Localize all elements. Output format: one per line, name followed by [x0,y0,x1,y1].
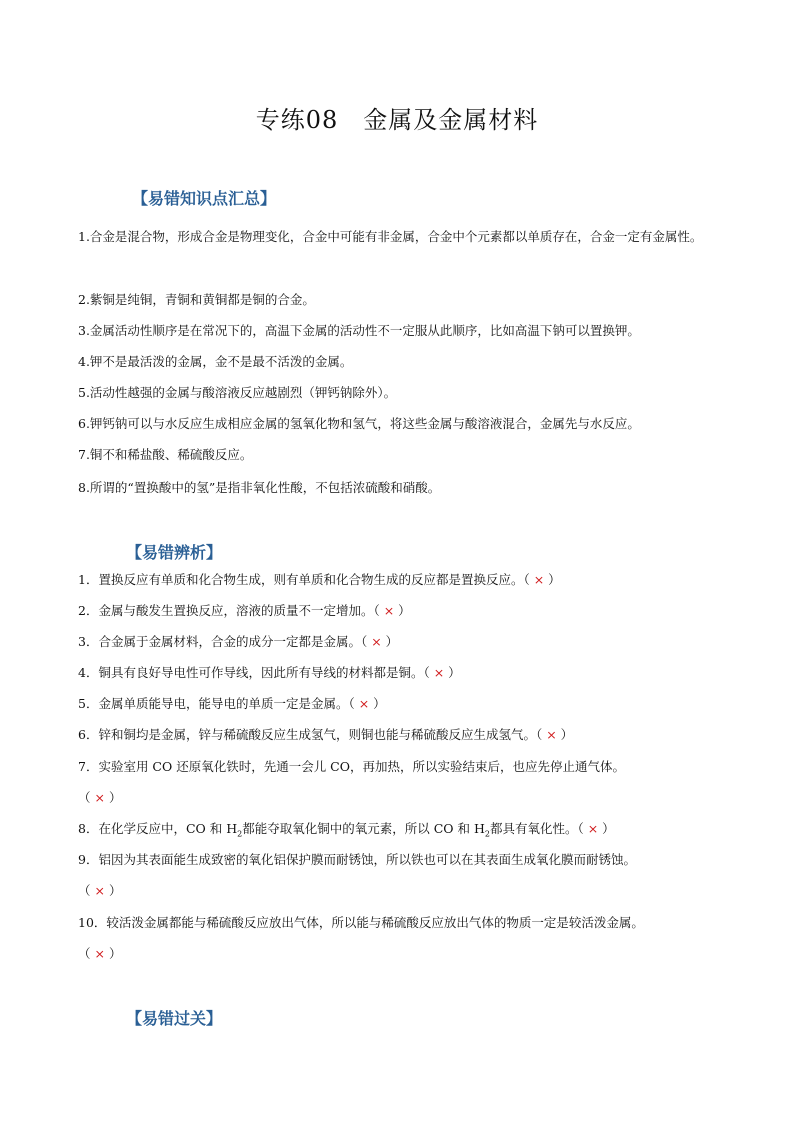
analysis-item-9: 9．铝因为其表面能生成致密的氧化铝保护膜而耐锈蚀，所以铁也可以在其表面生成氧化膜而耐锈蚀。 [78,852,636,867]
analysis-close: ） [602,821,615,836]
analysis-open: （ [78,883,91,898]
analysis-item-8 [78,819,615,839]
analysis-open: （ [78,946,91,961]
analysis-close: ） [108,946,122,961]
analysis-close: ） [448,665,461,680]
analysis-item-3 [78,632,398,650]
analysis-item-7: 7．实验室用 CO 还原氧化铁时，先通一会儿 CO，再加热，所以实验结束后，也应先停止通气体。 [78,759,625,774]
knowledge-item-7: 7.铜不和稀盐酸、稀硫酸反应。 [78,447,253,462]
subscript: 2 [484,829,490,839]
analysis-item-2 [78,601,411,619]
analysis-item-10-answer [78,944,121,962]
wrong-mark: × [379,603,399,618]
analysis-text: 1．置换反应有单质和化合物生成，则有单质和化合物生成的反应都是置换反应。（ [78,572,530,587]
analysis-item-10: 10．较活泼金属都能与稀硫酸反应放出气体，所以能与稀硫酸反应放出气体的物质一定是较活泼金属。 [78,915,644,930]
wrong-mark: × [367,634,386,649]
analysis-close: ） [385,634,399,649]
section-heading-analysis: 【易错辨析】 [126,543,223,562]
subscript: 2 [237,829,243,839]
analysis-item-9-answer [78,881,121,899]
wrong-mark: × [90,883,109,898]
analysis-text: 6．锌和铜均是金属，锌与稀硫酸反应生成氢气，则铜也能与稀硫酸反应生成氢气。（ [78,727,543,742]
wrong-mark: × [429,665,449,680]
analysis-text: 5．金属单质能导电，能导电的单质一定是金属。（ [78,696,355,711]
analysis-item-1 [78,570,561,588]
wrong-mark: × [90,946,109,961]
analysis-item-4 [78,663,461,681]
wrong-mark: × [90,790,109,805]
analysis-text: 都能夺取氧化铜中的氧元素，所以 CO 和 H [242,821,485,836]
analysis-item-6 [78,725,573,743]
analysis-close: ） [560,727,574,742]
analysis-item-7-answer [78,788,121,806]
knowledge-item-8: 8.所谓的“置换酸中的氢”是指非氧化性酸，不包括浓硫酸和硝酸。 [78,480,441,495]
analysis-text: 2．金属与酸发生置换反应，溶液的质量不一定增加。（ [78,603,380,618]
page-title: 专练08 金属及金属材料 [255,106,539,134]
analysis-item-5 [78,694,386,712]
knowledge-item-2: 2.紫铜是纯铜，青铜和黄铜都是铜的合金。 [78,292,315,307]
knowledge-item-1: 1.合金是混合物，形成合金是物理变化，合金中可能有非金属，合金中个元素都以单质存在，合金一定有金属性。 [78,229,703,244]
analysis-text: 3．合金属于金属材料，合金的成分一定都是金属。（ [78,634,368,649]
wrong-mark: × [542,727,561,742]
analysis-open: （ [78,790,91,805]
analysis-text: 4．铜具有良好导电性可作导线，因此所有导线的材料都是铜。（ [78,665,430,680]
knowledge-item-6: 6.钾钙钠可以与水反应生成相应金属的氢氧化物和氢气，将这些金属与酸溶液混合，金属先与水反应。 [78,416,640,431]
analysis-close: ） [108,790,122,805]
knowledge-item-5: 5.活动性越强的金属与酸溶液反应越剧烈（钾钙钠除外）。 [78,385,397,400]
analysis-close: ） [398,603,411,618]
analysis-text: 都具有氧化性。（ [489,821,584,836]
wrong-mark: × [583,821,603,836]
analysis-close: ） [548,572,561,587]
knowledge-item-4: 4.钾不是最活泼的金属，金不是最不活泼的金属。 [78,354,353,369]
section-heading-practice: 【易错过关】 [126,1009,223,1028]
analysis-text: 8．在化学反应中，CO 和 H [78,821,238,836]
knowledge-item-3: 3.金属活动性顺序是在常况下的，高温下金属的活动性不一定服从此顺序，比如高温下钠可以置换钾。 [78,323,640,338]
wrong-mark: × [354,696,374,711]
wrong-mark: × [529,572,549,587]
analysis-close: ） [373,696,386,711]
analysis-close: ） [108,883,122,898]
section-heading-knowledge: 【易错知识点汇总】 [132,189,277,208]
